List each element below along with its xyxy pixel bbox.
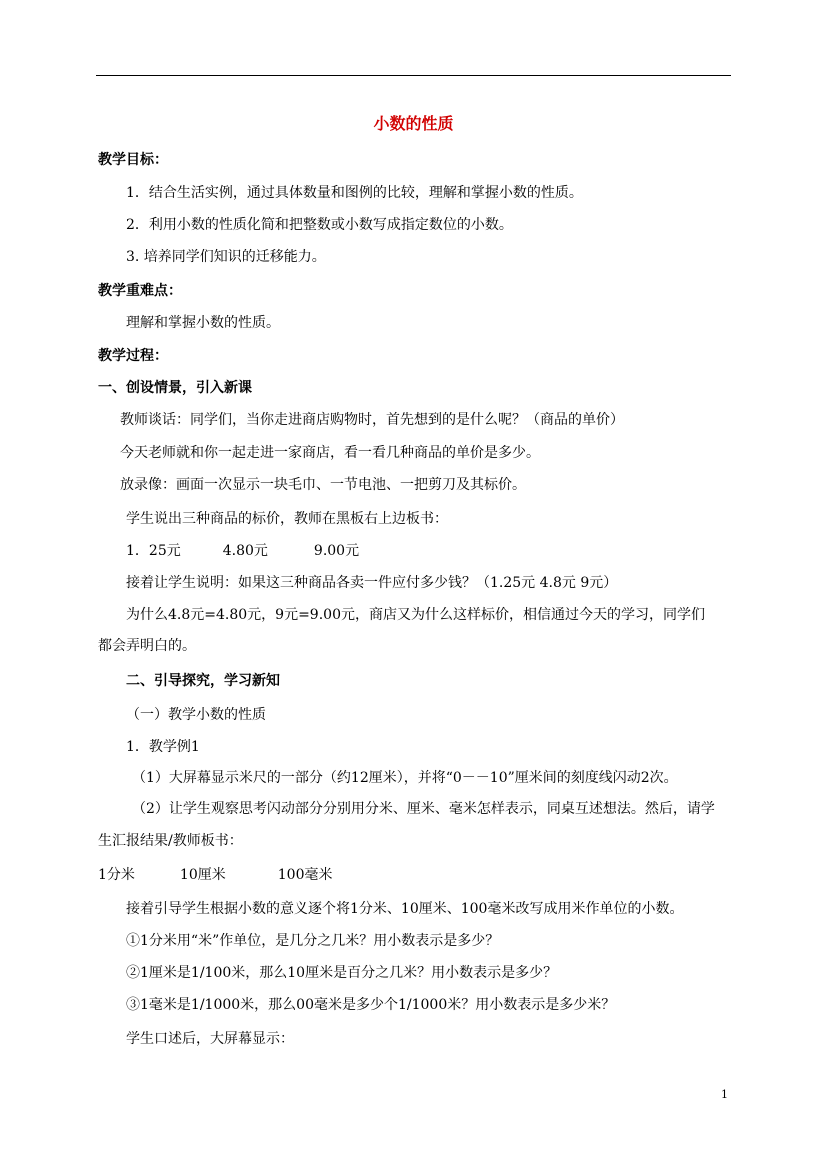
subsection-heading: （一）教学小数的性质 bbox=[126, 707, 266, 723]
section1-heading: 一、创设情景，引入新课 bbox=[98, 380, 252, 396]
paragraph: （2）让学生观察思考闪动部分分别用分米、厘米、毫米怎样表示，同桌互述想法。然后，请学 bbox=[132, 801, 715, 817]
price-scissors: 9.00元 bbox=[313, 543, 360, 559]
price-battery: 4.80元 bbox=[222, 543, 268, 559]
paragraph: 放录像：画面一次显示一块毛巾、一节电池、一把剪刀及其标价。 bbox=[120, 477, 526, 493]
question-item: ③1毫米是1/1000米，那么00毫米是多少个1/1000米？用小数表示是多少米？ bbox=[126, 997, 616, 1013]
goal-item: 3. 培养同学们知识的迁移能力。 bbox=[126, 249, 326, 265]
paragraph: （1）大屏幕显示米尺的一部分（约12厘米），并将“0－－10”厘米间的刻度线闪动2次。 bbox=[132, 770, 678, 786]
goals-heading: 教学目标： bbox=[98, 152, 168, 168]
paragraph: 接着引导学生根据小数的意义逐个将1分米、10厘米、100毫米改写成用米作单位的小数。 bbox=[126, 901, 684, 917]
header-rule bbox=[96, 75, 731, 76]
paragraph: 为什么4.8元=4.80元，9元=9.00元，商店又为什么这样标价，相信通过今天的学习，同学们 bbox=[126, 607, 705, 623]
paragraph: 学生口述后，大屏幕显示： bbox=[126, 1031, 294, 1047]
keypoints-heading: 教学重难点： bbox=[98, 283, 182, 299]
question-item: ①1分米用“米”作单位，是几分之几米？用小数表示是多少？ bbox=[126, 933, 500, 949]
price-list bbox=[126, 541, 359, 561]
unit-millimeter: 100毫米 bbox=[277, 867, 333, 883]
example-heading: 1．教学例1 bbox=[126, 739, 200, 755]
keypoints-text: 理解和掌握小数的性质。 bbox=[126, 315, 280, 331]
question-item: ②1厘米是1/100米，那么10厘米是百分之几米？用小数表示是多少？ bbox=[126, 965, 558, 981]
unit-list bbox=[98, 865, 332, 885]
paragraph: 学生说出三种商品的标价，教师在黑板右上边板书： bbox=[126, 511, 448, 527]
document-title: 小数的性质 bbox=[373, 114, 454, 133]
page-number: 1 bbox=[721, 1088, 728, 1101]
unit-decimeter: 1分米 bbox=[98, 867, 135, 883]
paragraph: 教师谈话：同学们，当你走进商店购物时，首先想到的是什么呢？（商品的单价） bbox=[120, 412, 624, 428]
section2-heading: 二、引导探究，学习新知 bbox=[126, 673, 280, 689]
paragraph: 都会弄明白的。 bbox=[98, 638, 196, 654]
paragraph: 接着让学生说明：如果这三种商品各卖一件应付多少钱？（1.25元 4.8元 9元） bbox=[126, 575, 618, 591]
process-heading: 教学过程： bbox=[98, 348, 168, 364]
unit-centimeter: 10厘米 bbox=[179, 867, 226, 883]
price-towel: 1．25元 bbox=[126, 543, 181, 559]
paragraph: 生汇报结果/教师板书： bbox=[98, 833, 243, 849]
goal-item: 2．利用小数的性质化简和把整数或小数写成指定数位的小数。 bbox=[126, 217, 513, 233]
paragraph: 今天老师就和你一起走进一家商店，看一看几种商品的单价是多少。 bbox=[120, 445, 540, 461]
goal-item: 1．结合生活实例，通过具体数量和图例的比较，理解和掌握小数的性质。 bbox=[126, 185, 583, 201]
